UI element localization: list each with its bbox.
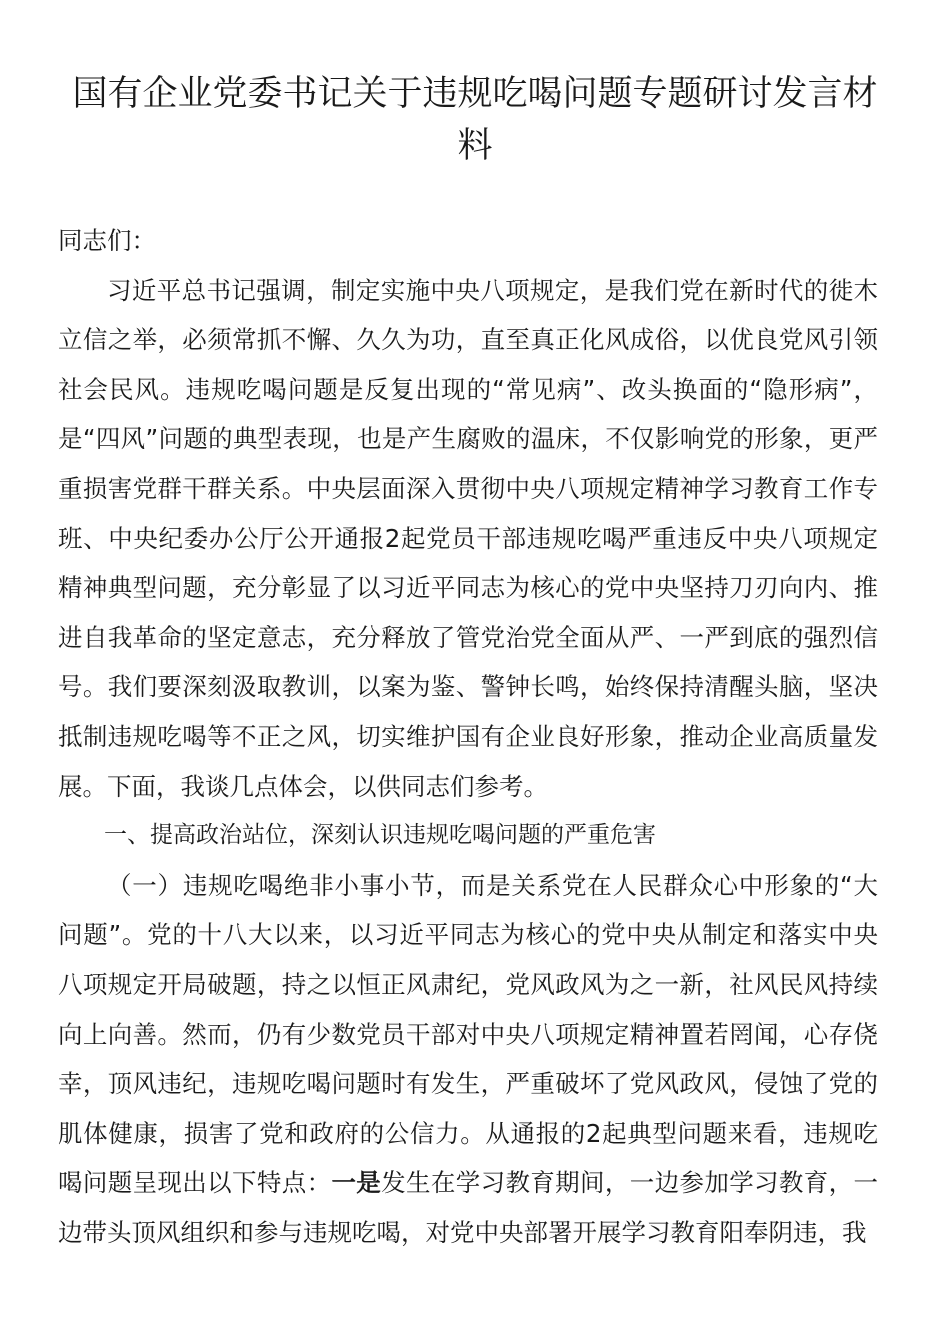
- document-body: [58, 216, 878, 1257]
- document-title: 国有企业党委书记关于违规吃喝问题专题研讨发言材料: [72, 74, 878, 166]
- paragraph-section-1: [58, 861, 878, 1258]
- section-heading: 一、提高政治站位，深刻认识违规吃喝问题的严重危害: [104, 822, 656, 849]
- paragraph-text-before: （一）违规吃喝绝非小事小节，而是关系党在人民群众心中形象的“大问题”。党的十八大以来，以习近平同志为核心的党中央从制定和落实中央八项规定开局破题，持之以恒正风肃纪，党风政风为之一新，社风民风持续向上向善。然而，仍有少数党员干部对中央八项规定精神置若罔闻，心存侥幸，顶风违纪，违规吃喝问题时有发生，严重破坏了党风政风，侵蚀了党的肌体健康，损害了党和政府的公信力。从通报的2起典型问题来看，违规吃喝问题呈现出以下特点：: [58, 870, 878, 1198]
- paragraph-intro: 习近平总书记强调，制定实施中央八项规定，是我们党在新时代的徙木立信之举，必须常抓不懈、久久为功，直至真正化风成俗，以优良党风引领社会民风。违规吃喝问题是反复出现的“常见病”、改头换面的“隐形病”，是“四风”问题的典型表现，也是产生腐败的温床，不仅影响党的形象，更严重损害党群干群关系。中央层面深入贯彻中央八项规定精神学习教育工作专班、中央纪委办公厅公开通报2起党员干部违规吃喝严重违反中央八项规定精神典型问题，充分彰显了以习近平同志为核心的党中央坚持刀刃向内、推进自我革命的坚定意志，充分释放了管党治党全面从严、一严到底的强烈信号。我们要深刻汲取教训，以案为鉴、警钟长鸣，始终保持清醒头脑，坚决抵制违规吃喝等不正之风，切实维护国有企业良好形象，推动企业高质量发展。下面，我谈几点体会，以供同志们参考。: [58, 275, 878, 801]
- paragraph-text-after: 发生在学习教育期间，一边参加学习教育，一边带头顶风组织和参与违规吃喝，对党中央部署开展学习教育阳奉阴违，我: [58, 1168, 878, 1247]
- salutation: 同志们：: [58, 226, 156, 255]
- emphasis-first-point: 一是: [331, 1168, 382, 1198]
